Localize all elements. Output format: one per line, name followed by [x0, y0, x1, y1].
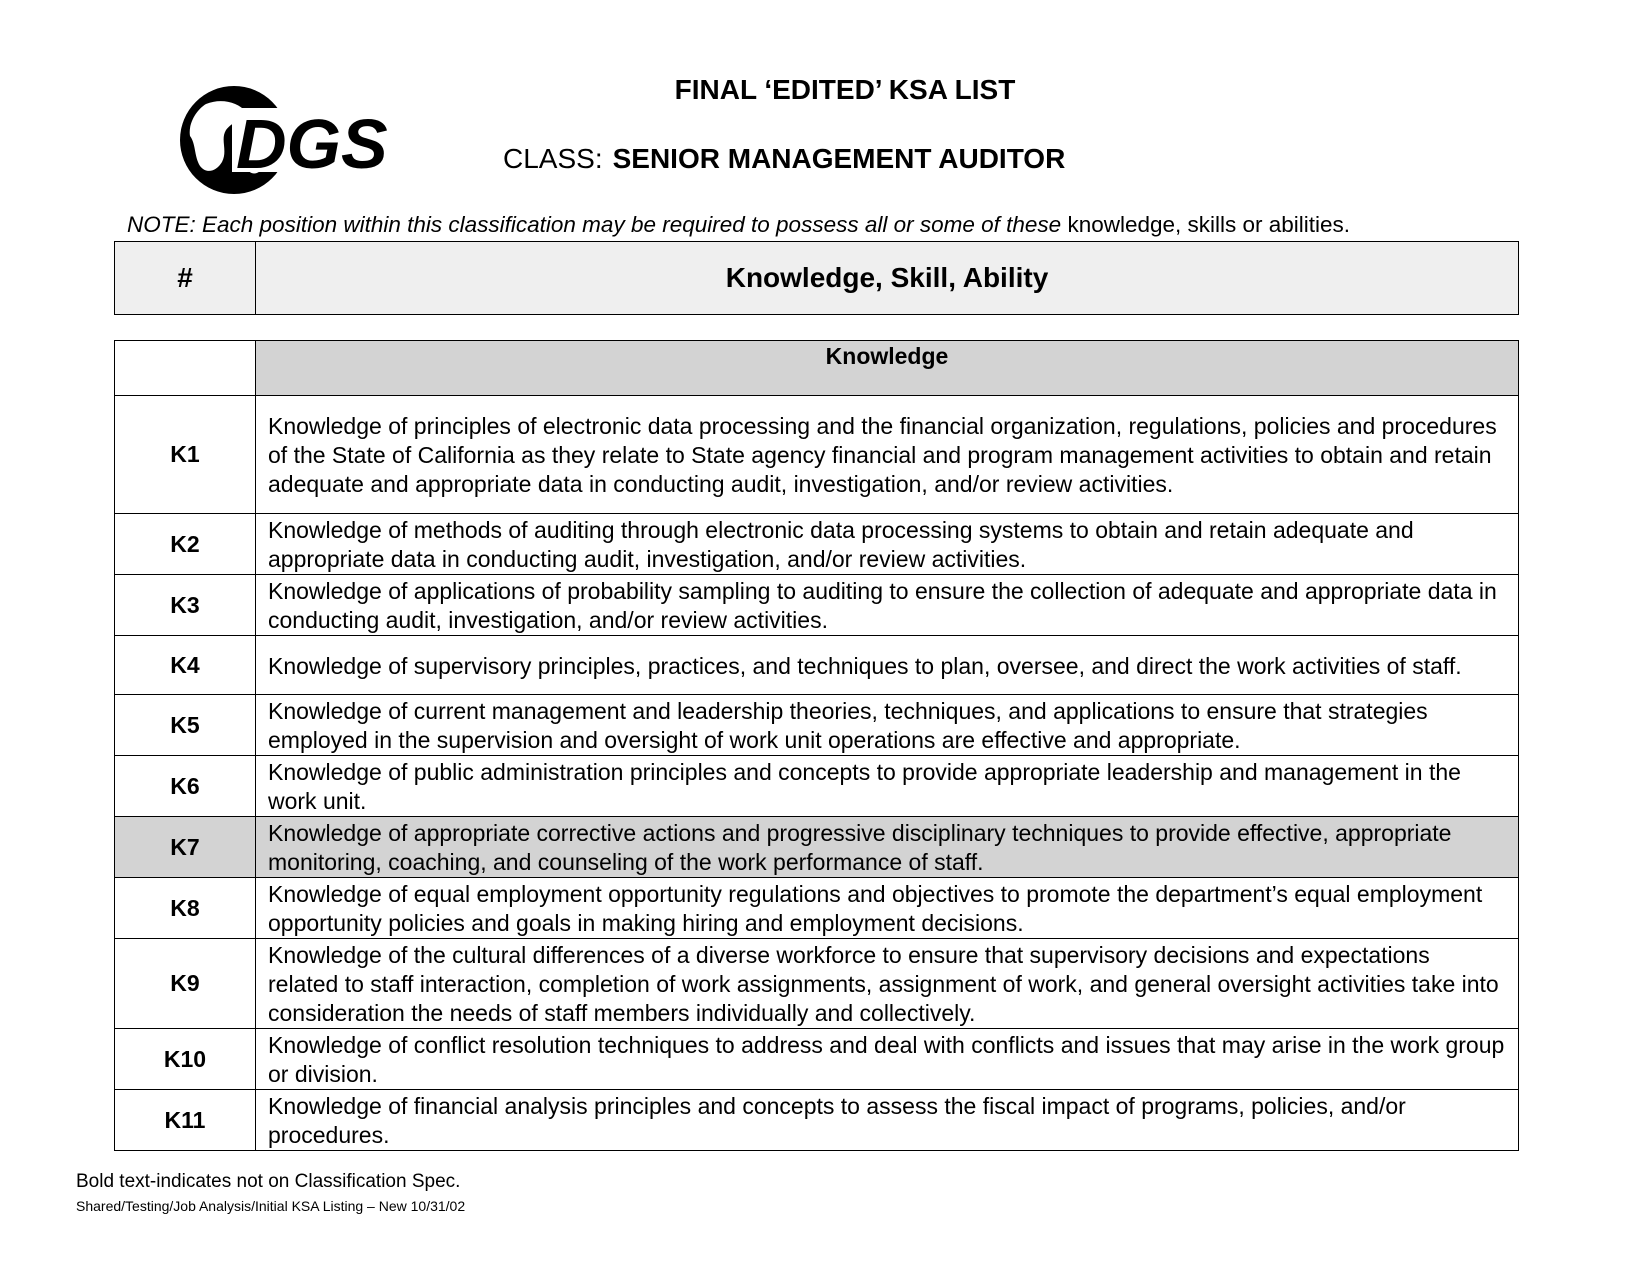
header-title: Knowledge, Skill, Ability — [256, 242, 1519, 315]
row-text: Knowledge of public administration principles and concepts to provide appropriate leadership and management in the work unit. — [256, 756, 1519, 817]
section-heading: Knowledge — [256, 341, 1519, 396]
row-text: Knowledge of methods of auditing through electronic data processing systems to obtain and retain adequate and appropriate data in conducting audit, investigation, and/or review activities. — [256, 514, 1519, 575]
section-row — [115, 341, 1519, 396]
page-title: FINAL ‘EDITED’ KSA LIST — [674, 74, 1016, 105]
class-name: SENIOR MANAGEMENT AUDITOR — [612, 143, 1066, 174]
table-row — [115, 1029, 1519, 1090]
row-text: Knowledge of applications of probability sampling to auditing to ensure the collection of adequate and appropriate data in conducting audit, investigation, and/or review activities. — [256, 575, 1519, 636]
row-id: K7 — [115, 817, 256, 878]
footer-path: Shared/Testing/Job Analysis/Initial KSA Listing – New 10/31/02 — [76, 1198, 466, 1214]
table-row — [115, 636, 1519, 695]
table-row — [115, 1090, 1519, 1151]
header-row — [115, 242, 1519, 315]
note — [127, 212, 1350, 238]
row-id: K1 — [115, 396, 256, 514]
table-row — [115, 878, 1519, 939]
header-num: # — [115, 242, 256, 315]
row-id: K2 — [115, 514, 256, 575]
table-row — [115, 695, 1519, 756]
table-row — [115, 939, 1519, 1029]
row-text: Knowledge of financial analysis principles and concepts to assess the fiscal impact of programs, policies, and/or procedures. — [256, 1090, 1519, 1151]
row-id: K9 — [115, 939, 256, 1029]
row-id: K6 — [115, 756, 256, 817]
footer-note: Bold text-indicates not on Classification Spec. — [76, 1171, 461, 1192]
table-row — [115, 514, 1519, 575]
row-id: K3 — [115, 575, 256, 636]
note-plain-text: knowledge, skills or abilities. — [1061, 212, 1351, 237]
row-text: Knowledge of current management and leadership theories, techniques, and applications to ensure that strategies employed in the supervision and oversight of work unit operations are effective and appropriate. — [256, 695, 1519, 756]
table-row — [115, 396, 1519, 514]
row-text: Knowledge of conflict resolution techniques to address and deal with conflicts and issues that may arise in the work group or division. — [256, 1029, 1519, 1090]
class-label: CLASS: — [503, 143, 603, 174]
table-row — [115, 756, 1519, 817]
svg-text:DGS: DGS — [236, 105, 388, 183]
note-italic-text: NOTE: Each position within this classification may be required to possess all or some of these — [127, 212, 1062, 237]
row-text: Knowledge of the cultural differences of a diverse workforce to ensure that supervisory decisions and expectations related to staff interaction, completion of work assignments, assignment of work, and general oversight activities take into consideration the needs of staff members individually and collectively. — [256, 939, 1519, 1029]
ksa-header-table — [114, 241, 1519, 315]
row-text: Knowledge of appropriate corrective actions and progressive disciplinary techniques to provide effective, appropriate monitoring, coaching, and counseling of the work performance of staff. — [256, 817, 1519, 878]
row-text: Knowledge of supervisory principles, practices, and techniques to plan, oversee, and direct the work activities of staff. — [256, 636, 1519, 695]
table-row — [115, 817, 1519, 878]
class-line — [503, 143, 1065, 175]
row-id: K5 — [115, 695, 256, 756]
row-id: K11 — [115, 1090, 256, 1151]
row-id: K8 — [115, 878, 256, 939]
row-text: Knowledge of equal employment opportunity regulations and objectives to promote the department’s equal employment opportunity policies and goals in making hiring and employment decisions. — [256, 878, 1519, 939]
section-num-cell — [115, 341, 256, 396]
ksa-table — [114, 340, 1519, 1151]
table-row — [115, 575, 1519, 636]
row-id: K4 — [115, 636, 256, 695]
row-id: K10 — [115, 1029, 256, 1090]
row-text: Knowledge of principles of electronic data processing and the financial organization, regulations, policies and procedures of the State of California as they relate to State agency financial and program management activities to obtain and retain adequate and appropriate data in conducting audit, investigation, and/or review activities. — [256, 396, 1519, 514]
